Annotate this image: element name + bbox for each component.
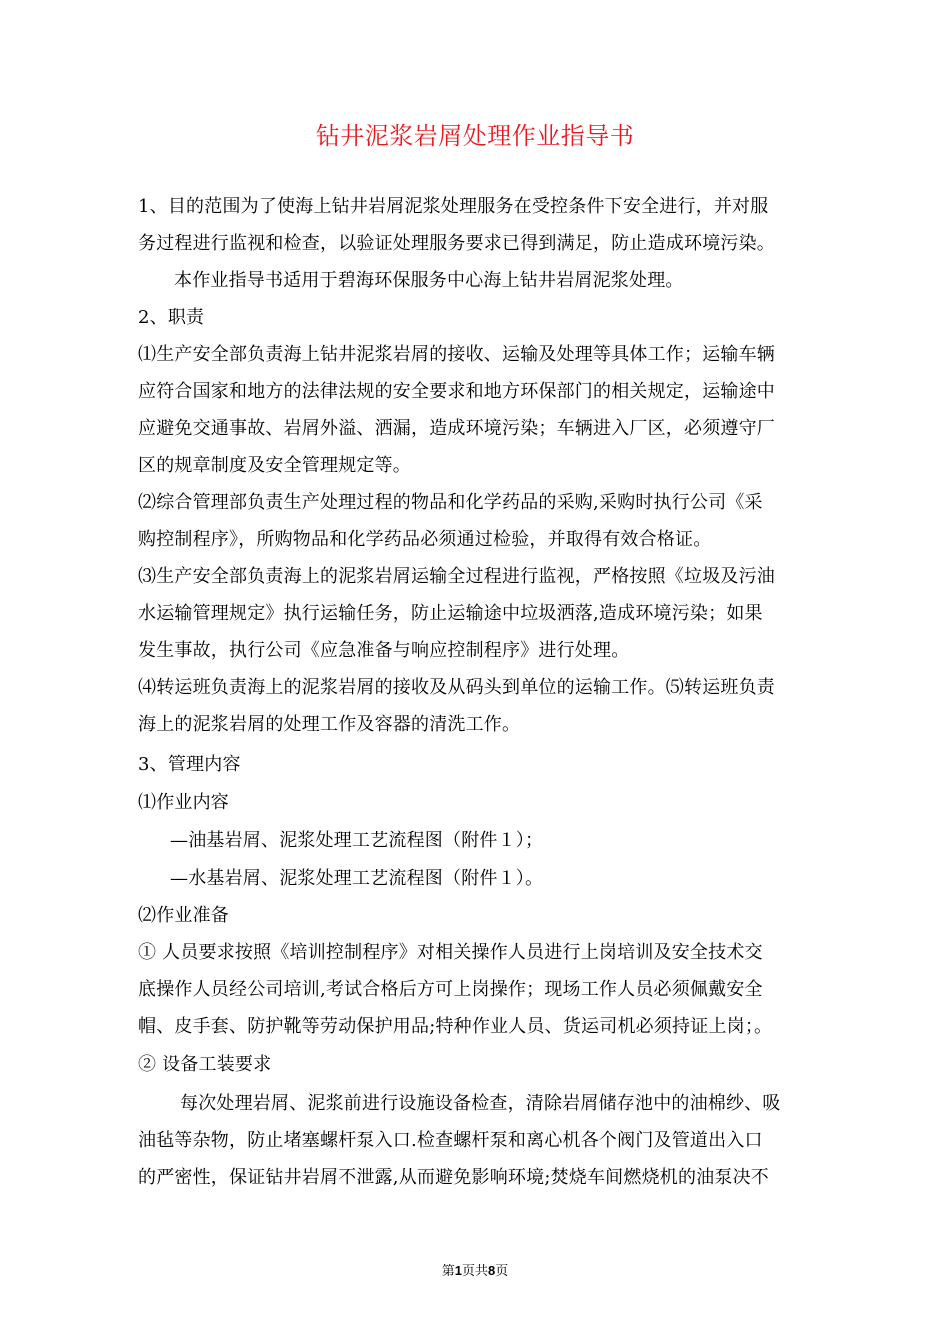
subsection-heading: ⑴作业内容 bbox=[138, 792, 229, 813]
paragraph-line: ⑶生产安全部负责海上的泥浆岩屑运输全过程进行监视，严格按照《垃圾及污油 bbox=[138, 566, 775, 587]
paragraph-line: ⑵综合管理部负责生产处理过程的物品和化学药品的采购,采购时执行公司《采 bbox=[138, 492, 763, 513]
paragraph-line: 水运输管理规定》执行运输任务，防止运输途中垃圾洒落,造成环境污染；如果 bbox=[138, 603, 763, 624]
list-item: —油基岩屑、泥浆处理工艺流程图（附件１）； bbox=[170, 830, 544, 851]
paragraph-line: 应避免交通事故、岩屑外溢、洒漏，造成环境污染；车辆进入厂区，必须遵守厂 bbox=[138, 418, 775, 439]
footer-prefix: 第 bbox=[441, 1264, 455, 1279]
footer-middle: 页共 bbox=[461, 1264, 488, 1279]
paragraph-line: 帽、皮手套、防护靴等劳动保护用品;特种作业人员、货运司机必须持证上岗；。 bbox=[138, 1016, 773, 1037]
paragraph-line: ① 人员要求按照《培训控制程序》对相关操作人员进行上岗培训及安全技术交 bbox=[138, 942, 763, 963]
paragraph-line: 购控制程序》，所购物品和化学药品必须通过检验，并取得有效合格证。 bbox=[138, 529, 712, 550]
paragraph-line: 1、目的范围为了使海上钻井岩屑泥浆处理服务在受控条件下安全进行，并对服 bbox=[138, 196, 769, 217]
paragraph-line: 务过程进行监视和检查，以验证处理服务要求已得到满足，防止造成环境污染。 bbox=[138, 233, 775, 254]
paragraph-line: 的严密性，保证钻井岩屑不泄露,从而避免影响环境;焚烧车间燃烧机的油泵决不 bbox=[138, 1167, 769, 1188]
footer-suffix: 页 bbox=[495, 1264, 509, 1279]
subsection-heading: ⑵作业准备 bbox=[138, 905, 229, 926]
paragraph-line: 本作业指导书适用于碧海环保服务中心海上钻井岩屑泥浆处理。 bbox=[174, 270, 684, 291]
paragraph-line: 每次处理岩屑、泥浆前进行设施设备检查，清除岩屑储存池中的油棉纱、吸 bbox=[180, 1093, 781, 1114]
list-item: —水基岩屑、泥浆处理工艺流程图（附件１）。 bbox=[170, 868, 544, 889]
paragraph-line: ⑷转运班负责海上的泥浆岩屑的接收及从码头到单位的运输工作。⑸转运班负责 bbox=[138, 677, 775, 698]
footer-total-pages: 8 bbox=[488, 1263, 496, 1278]
paragraph-line: ⑴生产安全部负责海上钻井泥浆岩屑的接收、运输及处理等具体工作；运输车辆 bbox=[138, 344, 775, 365]
paragraph-line: 发生事故，执行公司《应急准备与响应控制程序》进行处理。 bbox=[138, 640, 630, 661]
section-heading: 2、职责 bbox=[138, 307, 205, 328]
subsection-heading: ② 设备工装要求 bbox=[138, 1054, 272, 1075]
paragraph-line: 区的规章制度及安全管理规定等。 bbox=[138, 455, 411, 476]
paragraph-line: 海上的泥浆岩屑的处理工作及容器的清洗工作。 bbox=[138, 714, 521, 735]
section-heading: 3、管理内容 bbox=[138, 754, 241, 775]
footer-page-number: 1 bbox=[454, 1263, 462, 1278]
paragraph-line: 底操作人员经公司培训,考试合格后方可上岗操作；现场工作人员必须佩戴安全 bbox=[138, 979, 763, 1000]
paragraph-line: 油毡等杂物，防止堵塞螺杆泵入口.检查螺杆泵和离心机各个阀门及管道出入口 bbox=[138, 1130, 763, 1151]
paragraph-line: 应符合国家和地方的法律法规的安全要求和地方环保部门的相关规定，运输途中 bbox=[138, 381, 775, 402]
page-footer bbox=[0, 1262, 950, 1281]
document-title: 钻井泥浆岩屑处理作业指导书 bbox=[315, 122, 635, 150]
